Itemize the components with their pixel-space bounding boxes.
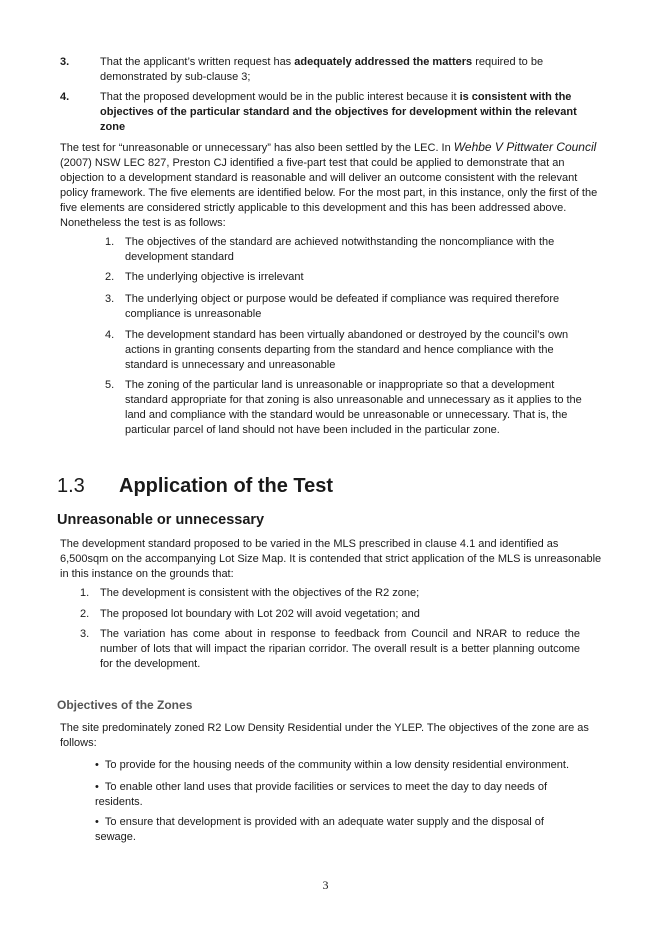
- section-number: 1.3: [57, 475, 85, 497]
- zone-paragraph: The site predominately zoned R2 Low Density Residential under the YLEP. The objectives of the zone are as follows:: [60, 722, 589, 749]
- page-number: 3: [322, 878, 329, 892]
- top-list-text: That the proposed development would be in the public interest because it is consistent with the objectives of the particular standard and the objectives for development within the relevant zone: [100, 91, 577, 133]
- test-item: 1. The objectives of the standard are achieved notwithstanding the noncompliance with the development standard: [105, 236, 555, 263]
- ground-item: 1. The development is consistent with the objectives of the R2 zone;: [80, 587, 420, 599]
- bullet-icon: •: [95, 781, 99, 793]
- case-name: Wehbe V Pittwater Council: [453, 140, 597, 154]
- top-list-item-4: [60, 90, 600, 138]
- test-item: 2. The underlying objective is irrelevant: [105, 271, 304, 283]
- bullet-icon: •: [95, 816, 99, 828]
- top-list-number: 4.: [60, 91, 70, 103]
- top-list-number: 3.: [60, 56, 70, 68]
- intro-paragraph: The test for “unreasonable or unnecessary” has also been settled by the LEC. In Wehbe V Pittwater Council (2007) NSW LEC 827, Preston CJ identified a five-part test that could be applied to demonstrate that an objection to a development standard is reasonable and will deliver an outcome consistent with the relevant policy framework. The five elements are identified below. For the most part, in this instance, only the first of the five elements are considered strictly applicable to this development and this has been addressed above. Nonetheless the test is as follows:: [60, 140, 598, 229]
- zone-objective: • To enable other land uses that provide facilities or services to meet the day to day needs of residents.: [95, 781, 548, 808]
- ground-item: 2. The proposed lot boundary with Lot 202 will avoid vegetation; and: [80, 608, 420, 620]
- objectives-heading: Objectives of the Zones: [57, 698, 193, 712]
- zone-objective: • To ensure that development is provided with an adequate water supply and the disposal of sewage.: [95, 816, 544, 843]
- top-list-item-3: [60, 55, 600, 85]
- section-title: Application of the Test: [119, 475, 334, 497]
- test-item: 5. The zoning of the particular land is unreasonable or inappropriate so that a development standard appropriate for that zoning is also unreasonable and unnecessary as it applies to the land and compliance with the standard would be unreasonable or unnecessary. That is, the particular parcel of land should not have been included in the particular zone.: [105, 379, 582, 436]
- test-item: 3. The underlying object or purpose would be defeated if compliance was required therefore compliance is unreasonable: [105, 293, 560, 320]
- subsection-heading: Unreasonable or unnecessary: [57, 512, 265, 528]
- section-heading: [57, 474, 333, 498]
- mls-paragraph: The development standard proposed to be varied in the MLS prescribed in clause 4.1 and identified as 6,500sqm on the accompanying Lot Size Map. It is contended that strict application of the MLS is unreasonable in this instance on the grounds that:: [60, 538, 602, 580]
- top-list-text: That the applicant’s written request has adequately addressed the matters required to be demonstrated by sub-clause 3;: [100, 56, 544, 83]
- bullet-icon: •: [95, 759, 99, 771]
- zone-objective: • To provide for the housing needs of the community within a low density residential environment.: [95, 759, 570, 771]
- ground-item: 3. The variation has come about in response to feedback from Council and NRAR to reduce the number of lots that will impact the riparian corridor. The overall result is a better planning outcome for the development.: [80, 628, 580, 670]
- test-item: 4. The development standard has been virtually abandoned or destroyed by the council’s own actions in granting consents departing from the standard and hence compliance with the standard is unnecessary and unreasonable: [105, 329, 569, 371]
